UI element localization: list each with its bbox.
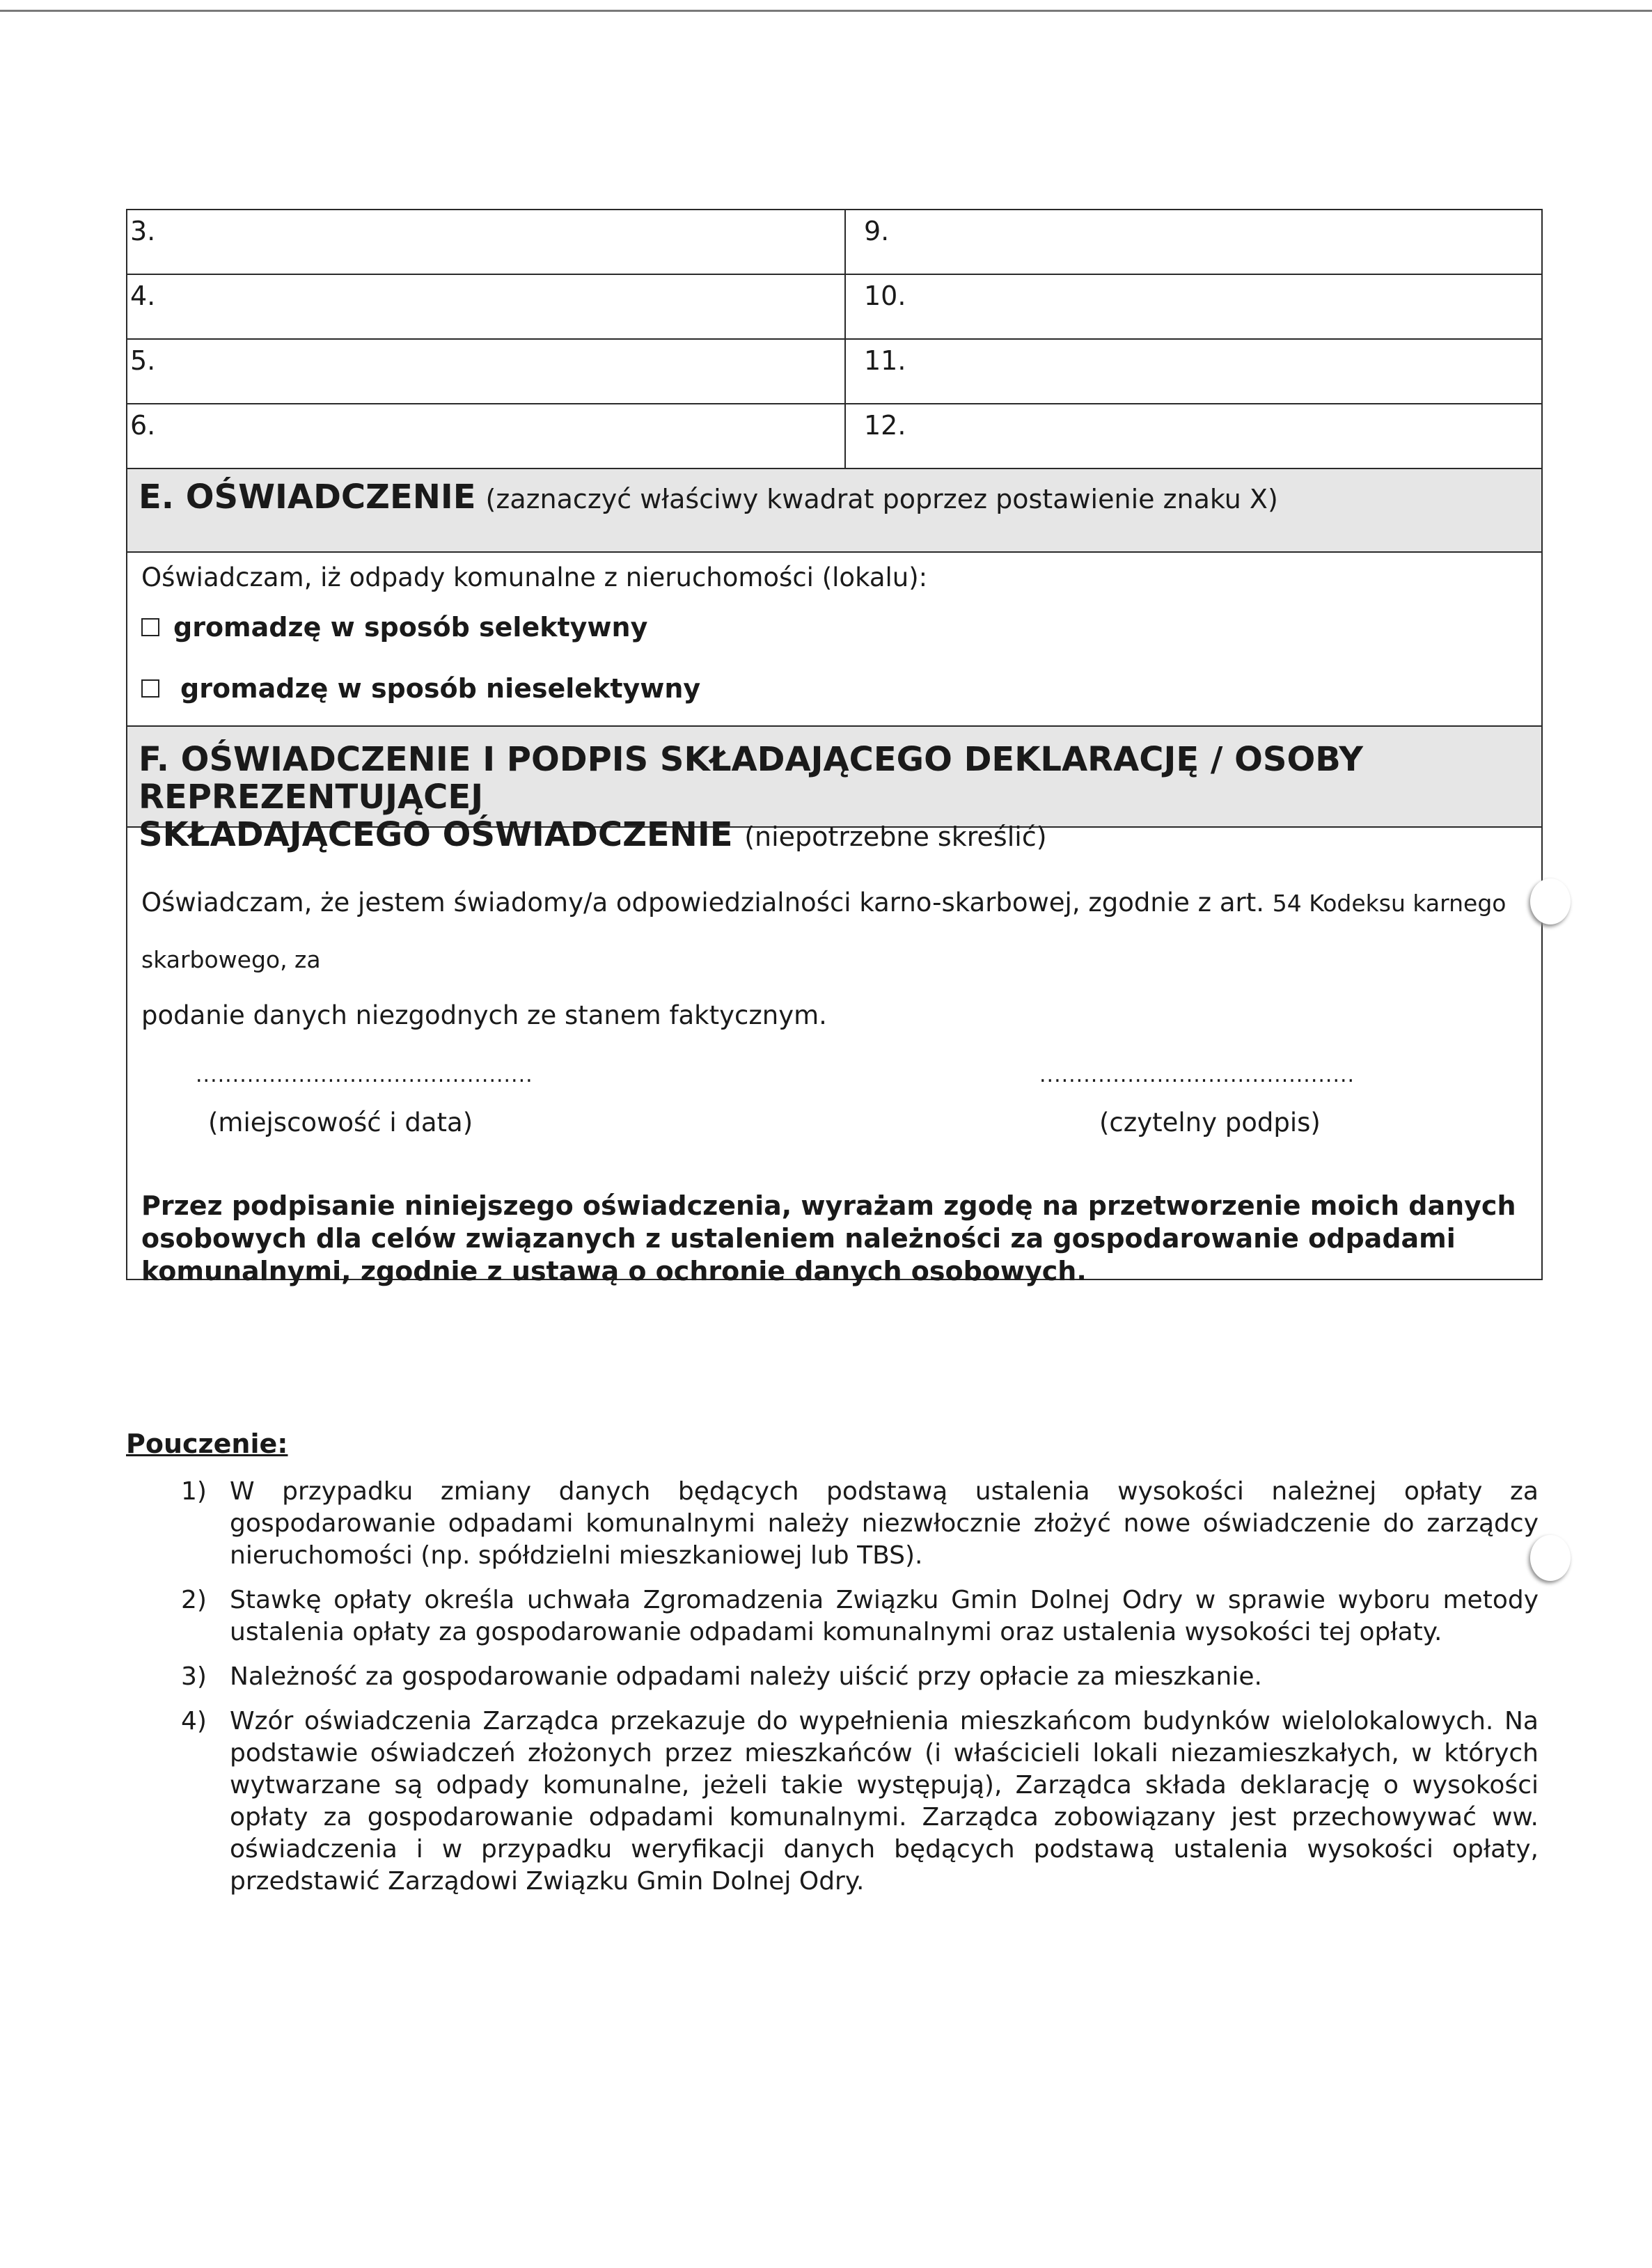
table-row bbox=[127, 275, 1541, 340]
place-date-dotted-line[interactable]: .............................................. bbox=[196, 1063, 533, 1087]
table-row bbox=[127, 340, 1541, 404]
punch-hole bbox=[1530, 1535, 1571, 1581]
list-item-text: Stawkę opłaty określa uchwała Zgromadzenia Związku Gmin Dolnej Odry w sprawie wyboru metody ustalenia opłaty za gospodarowanie odpadami komunalnymi oraz ustalenia wysokości tej opłaty. bbox=[230, 1586, 1539, 1646]
section-f-title-line2: SKŁADAJĄCEGO OŚWIADCZENIE bbox=[139, 815, 733, 854]
table-cell[interactable]: 6. bbox=[127, 404, 846, 468]
table-cell[interactable]: 5. bbox=[127, 340, 846, 403]
section-f-note: (niepotrzebne skreślić) bbox=[744, 821, 1047, 852]
list-item-text: Wzór oświadczenia Zarządca przekazuje do wypełnienia mieszkańcom budynków wielolokalowych. Na podstawie oświadczeń złożonych przez mieszkańców (i właścicieli lokali niezamieszkałych, w których wytwarzane są odpady komunalne, jeżeli takie występują), Zarządca składa deklarację o wysokości opłaty za gospodarowanie odpadami komunalnymi. Zarządca zobowiązany jest przechowywać ww. oświadczenia i w przypadku weryfikacji danych będących podstawą ustalenia wysokości opłaty, przedstawić Zarządowi Związku Gmin Dolnej Odry. bbox=[230, 1707, 1539, 1896]
option-selective-label: gromadzę w sposób selektywny bbox=[173, 612, 648, 643]
list-item bbox=[181, 1584, 1539, 1648]
section-e-body bbox=[127, 553, 1541, 727]
list-item-number: 2) bbox=[181, 1586, 207, 1614]
punch-hole bbox=[1530, 879, 1571, 924]
section-f-body bbox=[127, 828, 1541, 1286]
list-item-number: 4) bbox=[181, 1707, 207, 1735]
declaration-part2: 54 Kodeksu karnego skarbowego, za bbox=[141, 890, 1507, 973]
section-f-title-line1: F. OŚWIADCZENIE I PODPIS SKŁADAJĄCEGO DEKLARACJĘ / OSOBY REPREZENTUJĄCEJ bbox=[139, 740, 1363, 817]
table-cell[interactable]: 12. bbox=[864, 410, 906, 441]
checkbox-nonselective[interactable] bbox=[141, 679, 159, 698]
list-item-text: Należność za gospodarowanie odpadami należy uiścić przy opłacie za mieszkanie. bbox=[230, 1662, 1262, 1691]
section-f-header bbox=[127, 727, 1541, 854]
section-e-header bbox=[127, 469, 1541, 553]
section-e-title: E. OŚWIADCZENIE bbox=[139, 478, 476, 517]
table-cell[interactable]: 9. bbox=[864, 216, 890, 246]
table-cell[interactable]: 10. bbox=[864, 281, 906, 311]
liability-declaration bbox=[141, 875, 1527, 1044]
list-item bbox=[181, 1476, 1539, 1572]
list-item-number: 1) bbox=[181, 1477, 207, 1506]
table-cell[interactable]: 3. bbox=[127, 210, 846, 274]
table-cell[interactable]: 4. bbox=[127, 275, 846, 338]
instructions-title: Pouczenie: bbox=[126, 1428, 288, 1459]
option-nonselective-label: gromadzę w sposób nieselektywny bbox=[180, 673, 701, 704]
declaration-form bbox=[126, 209, 1543, 1286]
list-item-number: 3) bbox=[181, 1662, 207, 1691]
declaration-part1: Oświadczam, że jestem świadomy/a odpowiedzialności karno-skarbowej, zgodnie z art. bbox=[141, 888, 1264, 918]
option-nonselective[interactable] bbox=[141, 673, 1527, 704]
section-e-statement: Oświadczam, iż odpady komunalne z nieruchomości (lokalu): bbox=[141, 562, 928, 592]
place-date-label: (miejscowość i data) bbox=[208, 1108, 473, 1137]
section-e-note: (zaznaczyć właściwy kwadrat poprzez postawienie znaku X) bbox=[485, 484, 1278, 514]
table-cell[interactable]: 11. bbox=[864, 345, 906, 376]
checkbox-selective[interactable] bbox=[141, 618, 159, 636]
option-selective[interactable] bbox=[141, 612, 1527, 643]
data-consent-text: Przez podpisanie niniejszego oświadczenia, wyrażam zgodę na przetworzenie moich danych osobowych dla celów związanych z ustaleniem należności za gospodarowanie odpadami komunalnymi, zgodnie z ustawą o ochronie danych osobowych. bbox=[141, 1190, 1516, 1286]
table-row bbox=[127, 210, 1541, 275]
list-item bbox=[181, 1706, 1539, 1898]
list-item-text: W przypadku zmiany danych będących podstawą ustalenia wysokości należnej opłaty za gospodarowanie odpadami komunalnymi należy niezwłocznie złożyć nowe oświadczenie do zarządcy nieruchomości (np. spółdzielni mieszkaniowej lub TBS). bbox=[230, 1477, 1539, 1570]
signature-dotted-line[interactable]: ........................................... bbox=[1039, 1063, 1355, 1087]
scan-top-edge bbox=[0, 10, 1652, 12]
list-item bbox=[181, 1661, 1539, 1693]
signature-label: (czytelny podpis) bbox=[1099, 1108, 1321, 1137]
declaration-part3: podanie danych niezgodnych ze stanem faktycznym. bbox=[141, 1000, 827, 1030]
instructions-list bbox=[181, 1476, 1539, 1910]
table-row bbox=[127, 404, 1541, 469]
